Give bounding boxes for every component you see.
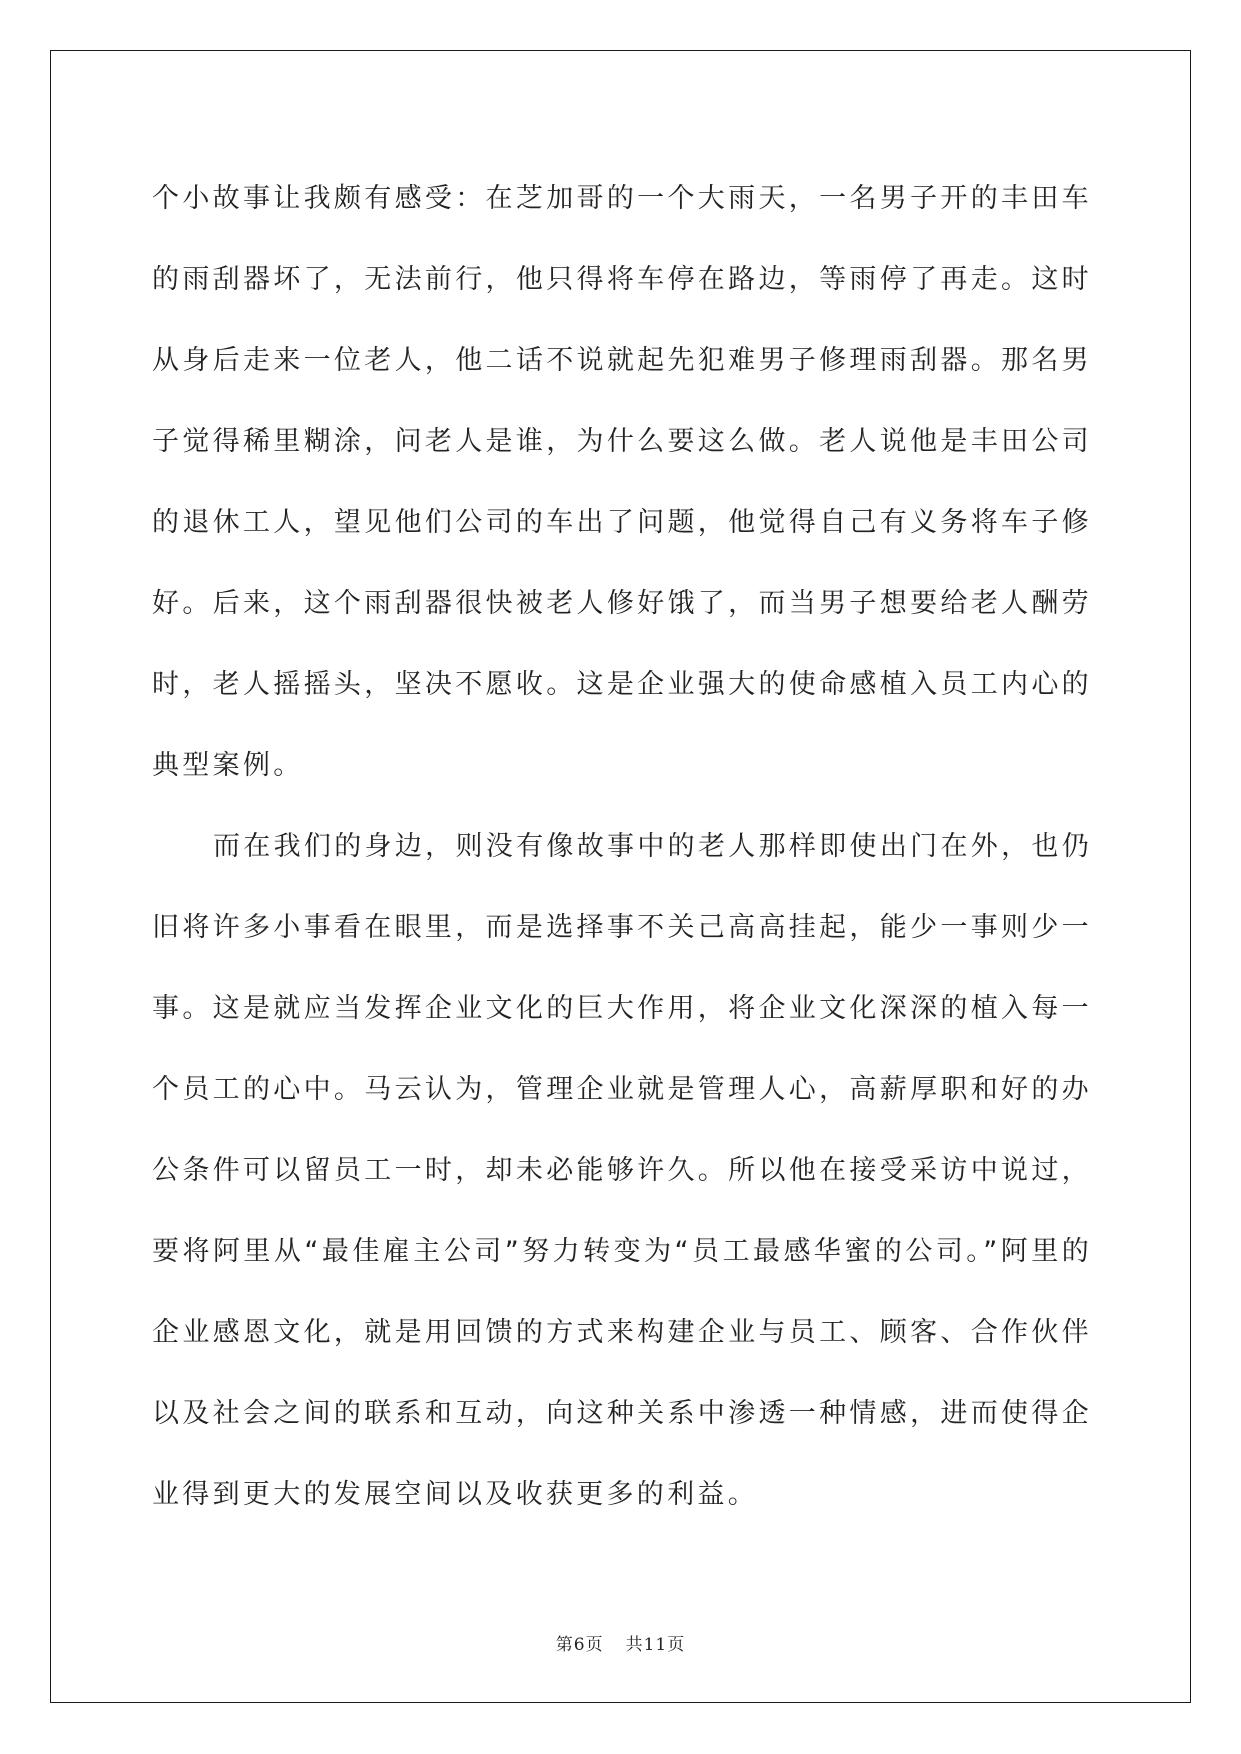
paragraph-2: 而在我们的身边，则没有像故事中的老人那样即使出门在外，也仍旧将许多小事看在眼里，而是选择事不关己高高挂起，能少一事则少一事。这是就应当发挥企业文化的巨大作用，将企业文化深深的植入每一个员工的心中。马云认为，管理企业就是管理人心，高薪厚职和好的办公条件可以留员工一时，却未必能够许久。所以他在接受采访中说过，要将阿里从“最佳雇主公司”努力转变为“员工最感华蜜的公司。”阿里的企业感恩文化，就是用回馈的方式来构建企业与员工、顾客、合作伙伴以及社会之间的联系和互动，向这种关系中渗透一种情感，进而使得企业得到更大的发展空间以及收获更多的利益。 xyxy=(152,831,1092,1510)
paragraph-1: 个小故事让我颇有感受：在芝加哥的一个大雨天，一名男子开的丰田车的雨刮器坏了，无法前行，他只得将车停在路边，等雨停了再走。这时从身后走来一位老人，他二话不说就起先犯难男子修理雨刮器。那名男子觉得稀里糊涂，问老人是谁，为什么要这么做。老人说他是丰田公司的退休工人，望见他们公司的车出了问题，他觉得自己有义务将车子修好。后来，这个雨刮器很快被老人修好饿了，而当男子想要给老人酬劳时，老人摇摇头，坚决不愿收。这是企业强大的使命感植入员工内心的典型案例。 xyxy=(152,183,1092,781)
page-number: 第6页 xyxy=(555,1635,604,1655)
page-total: 共11页 xyxy=(625,1635,686,1655)
body-text xyxy=(152,158,1092,1535)
page-footer xyxy=(0,1630,1241,1655)
